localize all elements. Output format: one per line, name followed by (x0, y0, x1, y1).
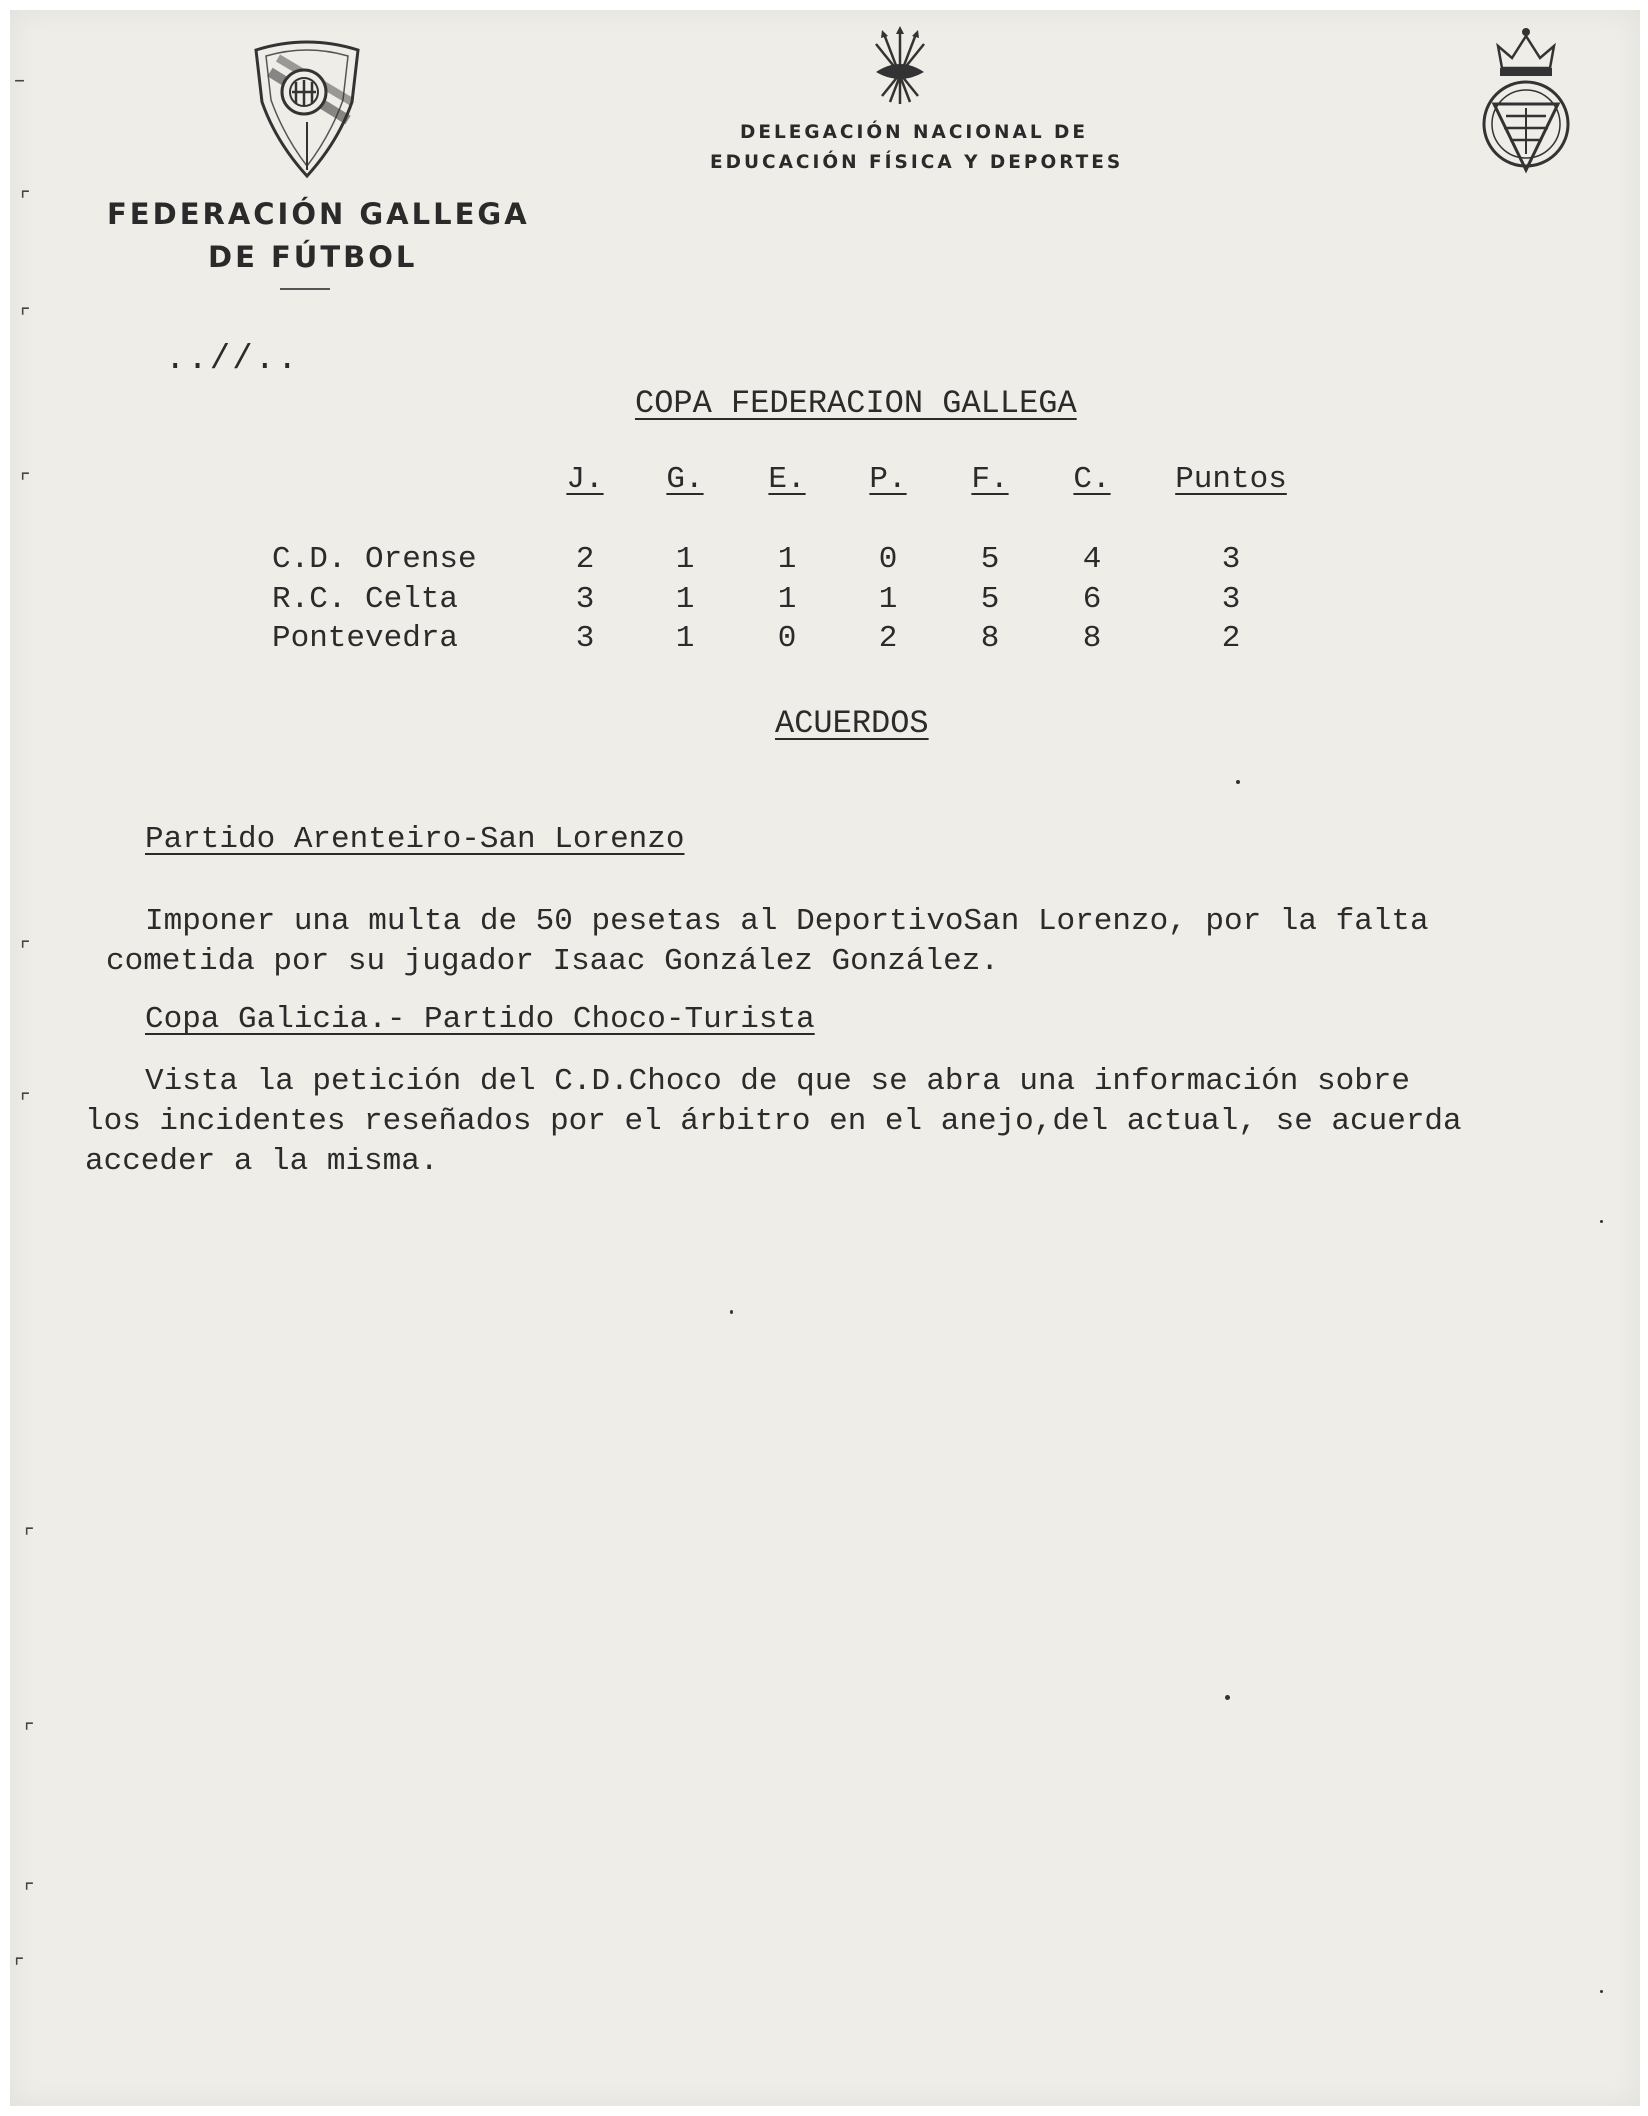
column-header-c: C. (1073, 462, 1111, 497)
table-row-team: C.D. Orense (272, 542, 477, 577)
delegation-name-line2: EDUCACIÓN FÍSICA Y DEPORTES (710, 152, 1124, 173)
table-cell: 0 (777, 621, 797, 656)
agreement-text-line: los incidentes reseñados por el árbitro en el anejo,del actual, se acuerda (85, 1104, 1462, 1139)
paper-speck (1600, 1220, 1603, 1223)
table-cell: 3 (575, 582, 595, 617)
margin-tick-mark: ⌜ (20, 305, 31, 330)
table-cell: 2 (1221, 621, 1241, 656)
table-cell: 1 (675, 582, 695, 617)
agreement-title: Partido Arenteiro-San Lorenzo (145, 822, 685, 857)
column-header-e: E. (768, 462, 806, 497)
margin-tick-mark: – (14, 68, 25, 93)
table-cell: 3 (1221, 542, 1241, 577)
column-header-puntos: Puntos (1175, 462, 1287, 497)
margin-tick-mark: ⌜ (20, 938, 31, 963)
delegation-name-line1: DELEGACIÓN NACIONAL DE (740, 122, 1089, 143)
table-cell: 8 (1082, 621, 1102, 656)
table-cell: 6 (1082, 582, 1102, 617)
table-cell: 5 (980, 542, 1000, 577)
federation-name-line1: FEDERACIÓN GALLEGA (107, 197, 530, 231)
margin-tick-mark: ⌜ (14, 1955, 25, 1980)
table-cell: 4 (1082, 542, 1102, 577)
table-cell: 2 (575, 542, 595, 577)
table-cell: 1 (675, 621, 695, 656)
agreement-text-line: acceder a la misma. (85, 1144, 439, 1179)
agreement-text-line: cometida por su jugador Isaac González González. (106, 944, 999, 979)
table-cell: 3 (1221, 582, 1241, 617)
paper-speck (1236, 780, 1240, 784)
column-header-p: P. (869, 462, 907, 497)
table-row-team: Pontevedra (272, 621, 459, 656)
paper-speck (730, 1310, 733, 1314)
margin-tick-mark: ⌜ (24, 1880, 35, 1905)
table-cell: 8 (980, 621, 1000, 656)
letterhead-divider (280, 288, 330, 290)
table-cell: 1 (675, 542, 695, 577)
standings-title: COPA FEDERACION GALLEGA (635, 385, 1077, 422)
column-header-g: G. (666, 462, 704, 497)
margin-tick-mark: ⌜ (20, 470, 31, 495)
table-cell: 0 (878, 542, 898, 577)
agreements-heading: ACUERDOS (775, 705, 929, 742)
table-cell: 1 (777, 582, 797, 617)
margin-tick-mark: ⌜ (20, 188, 31, 213)
agreement-title: Copa Galicia.- Partido Choco-Turista (145, 1002, 815, 1037)
paper-speck (1600, 1990, 1603, 1993)
federation-shield-icon (248, 32, 366, 182)
yoke-arrows-icon (870, 26, 930, 108)
paper-speck (1225, 1695, 1230, 1700)
table-cell: 5 (980, 582, 1000, 617)
crowned-crest-icon (1476, 24, 1576, 180)
federation-name-line2: DE FÚTBOL (208, 240, 418, 274)
column-header-j: J. (566, 462, 604, 497)
table-cell: 2 (878, 621, 898, 656)
agreement-text-line: Imponer una multa de 50 pesetas al DeportivoSan Lorenzo, por la falta (145, 904, 1429, 939)
margin-tick-mark: ⌜ (24, 1720, 35, 1745)
document-page (10, 10, 1640, 2106)
continuation-mark: ..//.. (165, 341, 300, 379)
table-cell: 1 (878, 582, 898, 617)
table-cell: 3 (575, 621, 595, 656)
column-header-f: F. (971, 462, 1009, 497)
table-row-team: R.C. Celta (272, 582, 459, 617)
agreement-text-line: Vista la petición del C.D.Choco de que se abra una información sobre (145, 1064, 1411, 1099)
table-cell: 1 (777, 542, 797, 577)
margin-tick-mark: ⌜ (20, 1090, 31, 1115)
margin-tick-mark: ⌜ (24, 1525, 35, 1550)
